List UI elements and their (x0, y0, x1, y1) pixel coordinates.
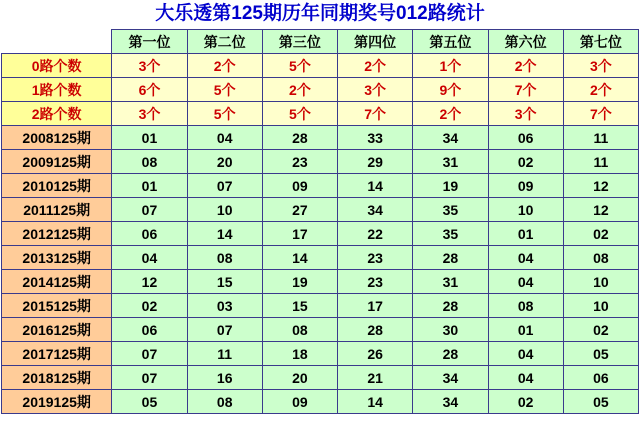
cell-route0-pos3: 5个 (262, 54, 337, 78)
table-row (2, 102, 639, 126)
cell-number: 02 (563, 222, 638, 246)
row-label-issue: 2008125期 (2, 126, 112, 150)
row-label-issue: 2015125期 (2, 294, 112, 318)
cell-number: 15 (187, 270, 262, 294)
cell-number: 07 (187, 318, 262, 342)
cell-number: 08 (488, 294, 563, 318)
table-row (2, 294, 639, 318)
table-row (2, 318, 639, 342)
column-header-pos1: 第一位 (112, 30, 187, 54)
cell-number: 07 (112, 366, 187, 390)
cell-number: 06 (488, 126, 563, 150)
cell-number: 31 (413, 150, 488, 174)
cell-number: 10 (187, 198, 262, 222)
cell-route2-pos1: 3个 (112, 102, 187, 126)
cell-number: 11 (187, 342, 262, 366)
cell-number: 23 (262, 150, 337, 174)
cell-route0-pos7: 3个 (563, 54, 638, 78)
cell-number: 12 (563, 198, 638, 222)
cell-route1-pos5: 9个 (413, 78, 488, 102)
table-row (2, 174, 639, 198)
cell-number: 02 (488, 150, 563, 174)
cell-number: 09 (262, 174, 337, 198)
row-label-issue: 2019125期 (2, 390, 112, 414)
cell-number: 22 (338, 222, 413, 246)
column-header-pos6: 第六位 (488, 30, 563, 54)
cell-number: 06 (112, 318, 187, 342)
table-body (2, 30, 639, 414)
table-row (2, 342, 639, 366)
cell-number: 02 (488, 390, 563, 414)
column-header-pos3: 第三位 (262, 30, 337, 54)
table-row (2, 54, 639, 78)
cell-number: 28 (338, 318, 413, 342)
cell-number: 09 (488, 174, 563, 198)
cell-number: 10 (563, 270, 638, 294)
cell-number: 06 (563, 366, 638, 390)
cell-number: 08 (187, 246, 262, 270)
cell-route0-pos2: 2个 (187, 54, 262, 78)
cell-number: 14 (187, 222, 262, 246)
cell-route2-pos6: 3个 (488, 102, 563, 126)
cell-number: 06 (112, 222, 187, 246)
cell-number: 34 (413, 126, 488, 150)
cell-number: 23 (338, 246, 413, 270)
cell-number: 05 (563, 390, 638, 414)
row-label-issue: 2009125期 (2, 150, 112, 174)
table-row (2, 222, 639, 246)
row-label-route1: 1路个数 (2, 78, 112, 102)
cell-number: 16 (187, 366, 262, 390)
cell-route1-pos6: 7个 (488, 78, 563, 102)
cell-number: 31 (413, 270, 488, 294)
statistics-table (1, 29, 639, 414)
cell-route0-pos5: 1个 (413, 54, 488, 78)
cell-number: 01 (488, 222, 563, 246)
cell-number: 04 (488, 366, 563, 390)
cell-number: 07 (187, 174, 262, 198)
cell-route2-pos5: 2个 (413, 102, 488, 126)
cell-number: 03 (187, 294, 262, 318)
cell-number: 01 (112, 126, 187, 150)
table-row (2, 126, 639, 150)
row-label-issue: 2018125期 (2, 366, 112, 390)
cell-number: 33 (338, 126, 413, 150)
column-header-pos2: 第二位 (187, 30, 262, 54)
cell-number: 28 (413, 294, 488, 318)
row-label-issue: 2016125期 (2, 318, 112, 342)
cell-route1-pos2: 5个 (187, 78, 262, 102)
cell-number: 17 (338, 294, 413, 318)
cell-number: 18 (262, 342, 337, 366)
table-row (2, 150, 639, 174)
cell-number: 20 (262, 366, 337, 390)
column-header-pos7: 第七位 (563, 30, 638, 54)
row-label-issue: 2014125期 (2, 270, 112, 294)
cell-number: 34 (413, 390, 488, 414)
cell-number: 30 (413, 318, 488, 342)
cell-number: 14 (338, 174, 413, 198)
cell-number: 01 (488, 318, 563, 342)
row-label-route0: 0路个数 (2, 54, 112, 78)
table-row (2, 78, 639, 102)
cell-number: 08 (187, 390, 262, 414)
cell-number: 05 (112, 390, 187, 414)
cell-number: 15 (262, 294, 337, 318)
cell-number: 04 (187, 126, 262, 150)
cell-number: 04 (488, 270, 563, 294)
cell-number: 08 (262, 318, 337, 342)
row-label-issue: 2010125期 (2, 174, 112, 198)
cell-route2-pos3: 5个 (262, 102, 337, 126)
column-header-pos5: 第五位 (413, 30, 488, 54)
cell-number: 19 (413, 174, 488, 198)
cell-route2-pos4: 7个 (338, 102, 413, 126)
row-label-issue: 2012125期 (2, 222, 112, 246)
table-row (2, 246, 639, 270)
cell-number: 10 (563, 294, 638, 318)
cell-number: 01 (112, 174, 187, 198)
cell-route2-pos7: 7个 (563, 102, 638, 126)
header-corner-cell (2, 30, 112, 54)
cell-number: 28 (262, 126, 337, 150)
cell-number: 19 (262, 270, 337, 294)
cell-number: 28 (413, 246, 488, 270)
cell-number: 09 (262, 390, 337, 414)
cell-number: 20 (187, 150, 262, 174)
cell-number: 26 (338, 342, 413, 366)
cell-number: 35 (413, 198, 488, 222)
cell-number: 14 (338, 390, 413, 414)
cell-number: 07 (112, 342, 187, 366)
cell-number: 34 (413, 366, 488, 390)
cell-number: 08 (563, 246, 638, 270)
cell-number: 28 (413, 342, 488, 366)
cell-number: 08 (112, 150, 187, 174)
cell-number: 34 (338, 198, 413, 222)
row-label-issue: 2011125期 (2, 198, 112, 222)
cell-route1-pos4: 3个 (338, 78, 413, 102)
cell-route1-pos3: 2个 (262, 78, 337, 102)
cell-route0-pos4: 2个 (338, 54, 413, 78)
table-row (2, 390, 639, 414)
cell-number: 14 (262, 246, 337, 270)
column-header-pos4: 第四位 (338, 30, 413, 54)
cell-route1-pos7: 2个 (563, 78, 638, 102)
row-label-issue: 2017125期 (2, 342, 112, 366)
cell-number: 10 (488, 198, 563, 222)
cell-number: 11 (563, 126, 638, 150)
table-row (2, 270, 639, 294)
cell-number: 17 (262, 222, 337, 246)
cell-route1-pos1: 6个 (112, 78, 187, 102)
cell-route0-pos1: 3个 (112, 54, 187, 78)
table-row (2, 198, 639, 222)
cell-number: 35 (413, 222, 488, 246)
row-label-issue: 2013125期 (2, 246, 112, 270)
cell-route0-pos6: 2个 (488, 54, 563, 78)
cell-number: 27 (262, 198, 337, 222)
page-title: 大乐透第125期历年同期奖号012路统计 (155, 3, 485, 24)
cell-number: 04 (488, 342, 563, 366)
cell-number: 07 (112, 198, 187, 222)
cell-number: 02 (112, 294, 187, 318)
cell-route2-pos2: 5个 (187, 102, 262, 126)
cell-number: 02 (563, 318, 638, 342)
cell-number: 23 (338, 270, 413, 294)
cell-number: 04 (112, 246, 187, 270)
cell-number: 12 (563, 174, 638, 198)
row-label-route2: 2路个数 (2, 102, 112, 126)
cell-number: 04 (488, 246, 563, 270)
cell-number: 11 (563, 150, 638, 174)
table-row (2, 366, 639, 390)
cell-number: 21 (338, 366, 413, 390)
cell-number: 05 (563, 342, 638, 366)
cell-number: 12 (112, 270, 187, 294)
cell-number: 29 (338, 150, 413, 174)
table-header-row (2, 30, 639, 54)
